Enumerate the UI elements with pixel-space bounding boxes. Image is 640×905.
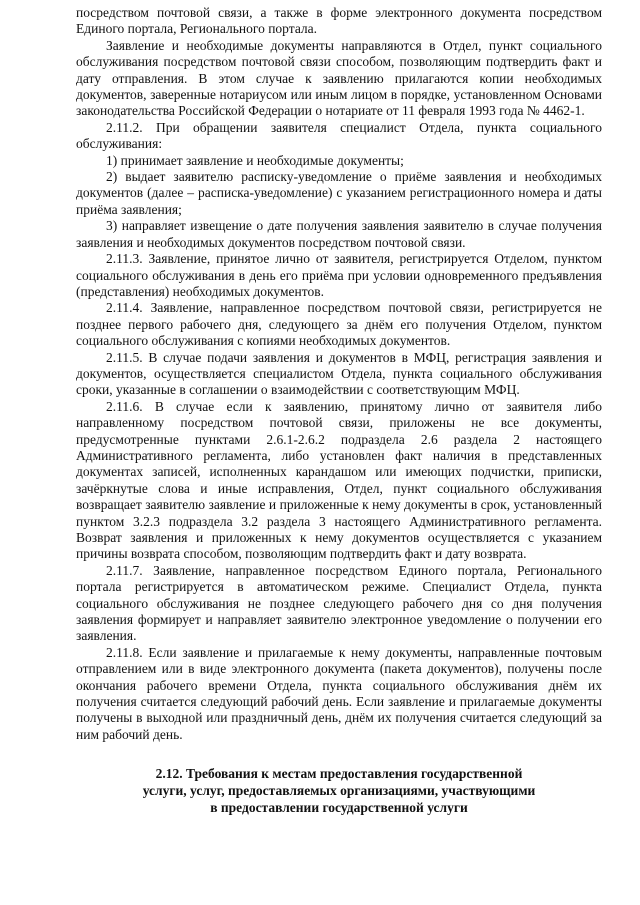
paragraph-2-11-4: 2.11.4. Заявление, направленное посредством почтовой связи, регистрируется не позднее первого рабочего дня, следующего за днём его получения Отделом, пунктом социального обслуживания с копиями необходимых документов. xyxy=(76,300,602,349)
paragraph-2: Заявление и необходимые документы направляются в Отдел, пункт социального обслуживания посредством почтовой связи способом, позволяющим подтвердить факт и дату отправления. В этом случае к заявлению прилагаются копии необходимых документов, заверенные нотариусом или иным лицом в порядке, установленном Основами законодательства Российской Федерации о нотариате от 11 февраля 1993 года № 4462-1. xyxy=(76,37,602,119)
list-item-1: 1) принимает заявление и необходимые документы; xyxy=(106,152,404,168)
section-heading-line-3: в предоставлении государственной услуги xyxy=(210,800,468,816)
list-item-2: 2) выдает заявителю расписку-уведомление о приёме заявления и необходимых документов (далее – расписка-уведомление) с указанием регистрационного номера и даты приёма заявления; xyxy=(76,169,602,217)
paragraph-1: посредством почтовой связи, а также в форме электронного документа посредством Единого портала, Регионального портала. xyxy=(76,5,602,37)
paragraph-2-11-5: 2.11.5. В случае подачи заявления и документов в МФЦ, регистрация заявления и документов, осуществляется специалистом Отдела, пункта социального обслуживания сроки, указанные в соглашении о взаимодействии с соответствующим МФЦ. xyxy=(76,349,602,398)
paragraph-2-11-3: 2.11.3. Заявление, принятое лично от заявителя, регистрируется Отделом, пунктом социального обслуживания в день его приёма при условии одновременного предъявления (представления) необходимых документов. xyxy=(76,251,602,299)
section-heading-line-1: 2.12. Требования к местам предоставления государственной xyxy=(155,766,523,782)
list-item-3: 3) направляет извещение о дате получения заявления заявителю в случае получения заявления и необходимых документов посредством почтовой связи. xyxy=(76,218,602,250)
paragraph-2-11-2: 2.11.2. При обращении заявителя специалист Отдела, пункта социального обслуживания: xyxy=(76,119,602,152)
section-heading-2-12 xyxy=(76,765,602,816)
paragraph-2-11-8: 2.11.8. Если заявление и прилагаемые к нему документы, направленные почтовым отправлением или в виде электронного документа (пакета документов), получены после окончания рабочего времени Отдела, пункта социального обслуживания днём их получения считается следующий рабочий день. Если заявление и прилагаемые документы получены в выходной или праздничный день, днём их получения считается следующий за ним рабочий день. xyxy=(76,644,602,742)
section-heading-line-2: услуги, услуг, предоставляемых организациями, участвующими xyxy=(142,783,536,799)
paragraph-2-11-7: 2.11.7. Заявление, направленное посредством Единого портала, Регионального портала регистрируется в автоматическом режиме. Специалист Отдела, пункта социального обслуживания не позднее следующего рабочего дня со дня получения заявления формирует и направляет заявителю электронное уведомление о получении его заявления. xyxy=(76,562,602,644)
paragraph-2-11-6: 2.11.6. В случае если к заявлению, принятому лично от заявителя либо направленному посредством почтовой связи, приложены не все документы, предусмотренные пунктами 2.6.1-2.6.2 подраздела 2.6 раздела 2 настоящего Административного регламента, либо установлен факт наличия в представленных документах записей, исполненных карандашом или имеющих подчистки, приписки, зачёркнутые слова и иные исправления, Отдел, пункт социального обслуживания возвращает заявителю заявление и приложенные к нему документы в срок, установленный пунктом 3.2.3 подраздела 3.2 раздела 3 настоящего Административного регламента. Возврат заявления и приложенных к нему документов осуществляется с указанием причины возврата способом, позволяющим подтвердить факт и дату возврата. xyxy=(76,398,602,562)
